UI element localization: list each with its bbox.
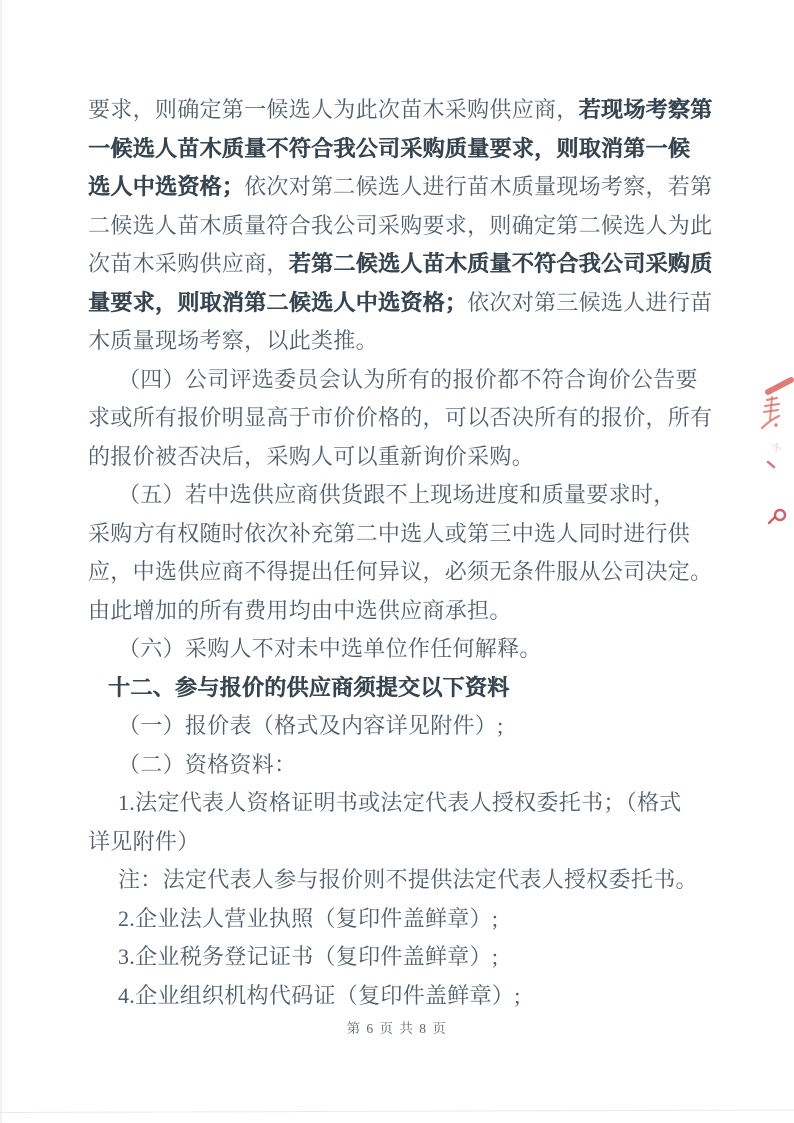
text-segment: （四）公司评选委员会认为所有的报价都不符合询价公告要 <box>118 366 698 392</box>
text-line <box>88 630 702 669</box>
text-segment: 注：法定代表人参与报价则不提供法定代表人授权委托书。 <box>118 867 698 892</box>
text-line <box>88 476 702 515</box>
text-segment: 应，中选供应商不得提出任何异议，必须无条件服从公司决定。 <box>88 559 713 584</box>
text-segment: （六）采购人不对未中选单位作任何解释。 <box>118 636 542 661</box>
text-line <box>88 130 702 169</box>
text-segment: 次苗木采购供应商， <box>88 251 289 276</box>
text-line <box>88 823 702 862</box>
text-line <box>88 707 702 746</box>
text-line <box>88 168 713 207</box>
scan-edge-left <box>0 0 2 1123</box>
text-line <box>88 245 713 284</box>
text-segment: 2.企业法人营业执照（复印件盖鲜章）; <box>118 905 499 931</box>
text-segment: 3.企业税务登记证书（复印件盖鲜章）; <box>118 944 499 969</box>
text-segment: 二候选人苗木质量符合我公司采购要求，则确定第二候选人为此 <box>88 212 713 238</box>
text-segment: 4.企业组织机构代码证（复印件盖鲜章）; <box>118 982 521 1008</box>
text-line <box>88 361 702 400</box>
bold-text-segment: 若第二候选人苗木质量不符合我公司采购质 <box>288 251 713 276</box>
text-segment: 木质量现场考察，以此类推。 <box>88 328 378 353</box>
text-segment: 要求，则确定第一候选人为此次苗木采购供应商， <box>88 97 579 122</box>
text-segment: （一）报价表（格式及内容详见附件）; <box>118 713 504 738</box>
text-segment: 的报价被否决后，采购人可以重新询价采购。 <box>88 443 535 469</box>
text-line <box>88 977 702 1016</box>
text-line <box>88 553 713 592</box>
text-segment: 依次对第三候选人进行苗 <box>467 289 713 315</box>
text-segment: 1.法定代表人资格证明书或法定代表人授权委托书；（格式 <box>118 790 682 815</box>
document-body <box>88 91 713 1015</box>
red-seal-stamp-fragment-icon <box>752 374 794 526</box>
text-line <box>88 669 702 708</box>
scan-edge-bottom <box>0 1110 794 1113</box>
text-segment: （二）资格资料： <box>118 751 297 777</box>
text-segment: 求或所有报价明显高于市价价格的，可以否决所有的报价，所有 <box>88 405 713 430</box>
text-line <box>88 284 713 323</box>
text-segment: 采购方有权随时依次补充第二中选人或第三中选人同时进行供 <box>88 520 691 546</box>
text-segment: 依次对第二候选人进行苗木质量现场考察，若第 <box>244 174 713 199</box>
page-number: 第 6 页 共 8 页 <box>346 1021 448 1036</box>
text-line <box>88 861 702 900</box>
bold-text-segment: 量要求，则取消第二候选人中选资格； <box>88 289 468 315</box>
text-line <box>88 399 713 438</box>
page-footer <box>0 1017 794 1037</box>
text-line <box>88 784 702 823</box>
bold-text-segment: 若现场考察第 <box>578 97 713 122</box>
text-line <box>88 515 702 554</box>
text-line <box>88 438 702 477</box>
bold-text-segment: 一候选人苗木质量不符合我公司采购质量要求，则取消第一候 <box>88 135 691 161</box>
text-line <box>88 938 702 977</box>
text-line <box>88 900 702 939</box>
text-segment: （五）若中选供应商供货跟不上现场进度和质量要求时， <box>118 482 676 507</box>
text-line <box>88 746 702 785</box>
text-segment: 由此增加的所有费用均由中选供应商承担。 <box>88 597 512 623</box>
text-segment: 详见附件） <box>88 828 200 854</box>
bold-text-segment: 选人中选资格； <box>88 174 245 199</box>
text-line <box>88 207 713 246</box>
text-line <box>88 322 702 361</box>
text-line <box>88 91 713 130</box>
text-line <box>88 592 702 631</box>
bold-text-segment: 十二、参与报价的供应商须提交以下资料 <box>108 674 510 700</box>
